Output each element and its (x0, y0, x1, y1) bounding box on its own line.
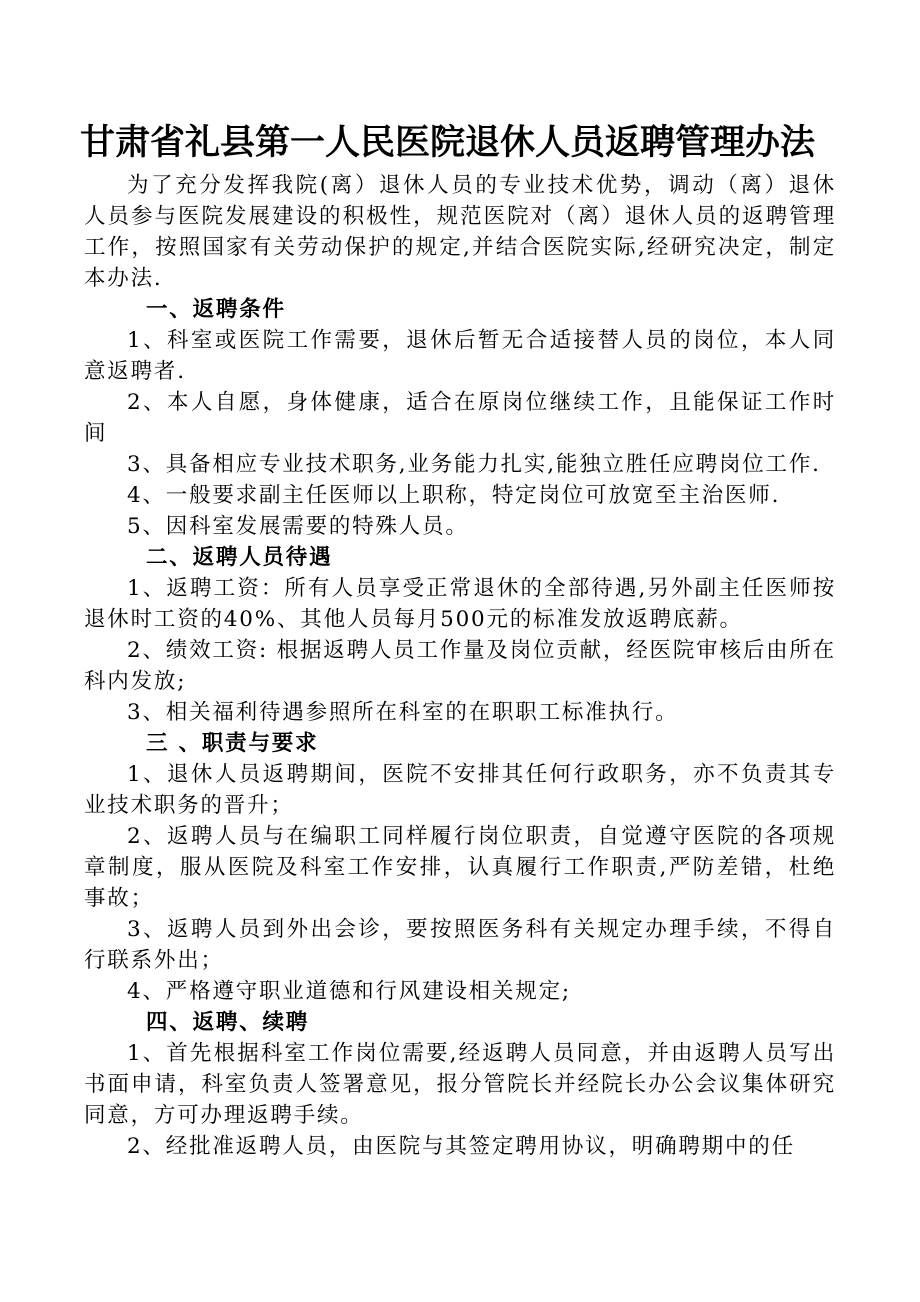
section-3 (84, 728, 836, 1007)
list-item: 4、严格遵守职业道德和行风建设相关规定; (127, 979, 571, 1004)
section-1 (84, 294, 836, 542)
list-item: 3、返聘人员到外出会诊，要按照医务科有关规定办理手续，不得自行联系外出； (84, 917, 836, 973)
section-heading: 四、返聘、续聘 (146, 1010, 310, 1035)
list-item: 1、科室或医院工作需要，退休后暂无合适接替人员的岗位，本人同意返聘者. (84, 328, 836, 384)
list-item: 2、绩效工资: 根据返聘人员工作量及岗位贡献，经医院审核后由所在科内发放; (84, 638, 836, 694)
list-item: 2、本人自愿，身体健康，适合在原岗位继续工作，且能保证工作时间 (84, 390, 836, 446)
list-item: 2、经批准返聘人员，由医院与其签定聘用协议，明确聘期中的任 (127, 1134, 795, 1159)
list-item: 3、相关福利待遇参照所在科室的在职职工标准执行。 (127, 700, 679, 725)
list-item: 3、具备相应专业技术职务,业务能力扎实,能独立胜任应聘岗位工作. (127, 452, 821, 477)
intro-paragraph: 为了充分发挥我院(离）退休人员的专业技术优势，调动（离）退休人员参与医院发展建设的积极性，规范医院对（离）退休人员的返聘管理工作，按照国家有关劳动保护的规定,并结合医院实际,经研究决定，制定本办法. (84, 173, 836, 291)
list-item: 5、因科室发展需要的特殊人员。 (127, 514, 469, 539)
document-title: 甘肃省礼县第一人民医院退休人员返聘管理办法 (80, 123, 816, 163)
section-heading: 一、返聘条件 (146, 297, 286, 322)
section-2 (84, 542, 836, 728)
document-page (80, 118, 836, 1162)
section-4 (84, 1007, 836, 1162)
section-heading: 二、返聘人员待遇 (146, 545, 333, 570)
list-item: 1、首先根据科室工作岗位需要,经返聘人员同意，并由返聘人员写出书面申请，科室负责人签署意见，报分管院长并经院长办公会议集体研究同意，方可办理返聘手续。 (84, 1041, 836, 1128)
section-heading: 三 、职责与要求 (146, 731, 319, 756)
list-item: 4、一般要求副主任医师以上职称，特定岗位可放宽至主治医师. (127, 483, 781, 508)
list-item: 1、退休人员返聘期间，医院不安排其任何行政职务，亦不负责其专业技术职务的晋升； (84, 762, 836, 818)
list-item: 2、返聘人员与在编职工同样履行岗位职责，自觉遵守医院的各项规章制度，服从医院及科室工作安排，认真履行工作职责,严防差错，杜绝事故； (84, 824, 836, 911)
list-item: 1、返聘工资：所有人员享受正常退休的全部待遇,另外副主任医师按退休时工资的40%、其他人员每月500元的标准发放返聘底薪。 (84, 576, 836, 632)
